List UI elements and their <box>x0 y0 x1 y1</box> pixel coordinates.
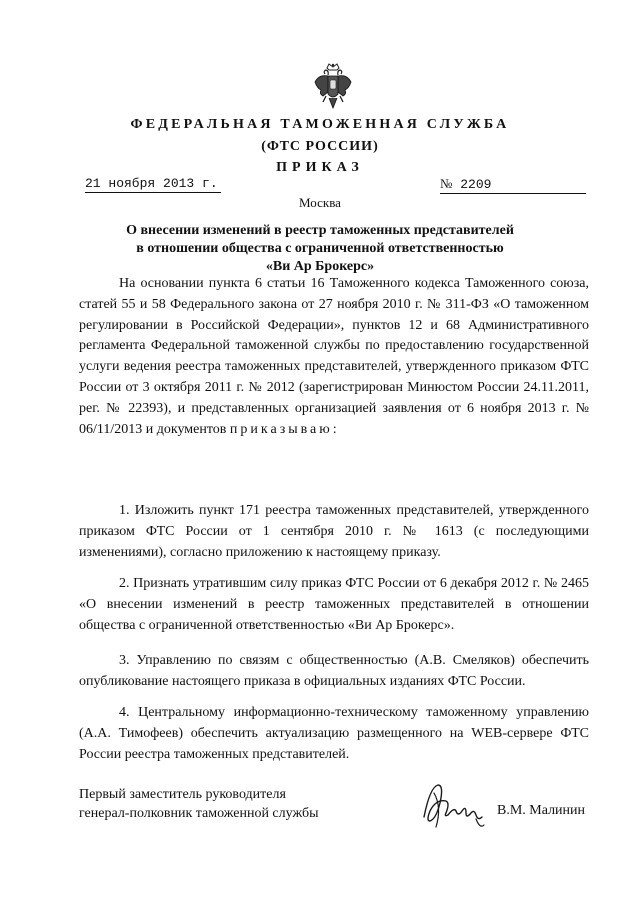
order-number-label: № <box>440 176 453 191</box>
signer-name: В.М. Малинин <box>497 803 586 818</box>
order-word: приказываю: <box>229 421 340 437</box>
order-item-text: 1. Изложить пункт 171 реестра таможенных представителей, утвержденного приказом ФТС России от 1 сентября 2010 г. № 1613 (с последующими изменениями), согласно приложению к настоящему приказу. <box>79 503 589 560</box>
order-item-text: 3. Управлению по связям с общественностью (А.В. Смеляков) обеспечить опубликование настоящего приказа в официальных изданиях ФТС России. <box>79 653 589 689</box>
agency-short-name: (ФТС РОССИИ) <box>261 139 379 154</box>
handwritten-signature-icon <box>416 777 496 837</box>
document-title <box>0 222 640 276</box>
order-item-2 <box>79 574 589 636</box>
order-number <box>440 176 586 194</box>
signatory-position-line: генерал-полковник таможенной службы <box>79 806 319 821</box>
order-item-1 <box>79 501 589 563</box>
signatory-position <box>79 785 318 823</box>
title-line: в отношении общества с ограниченной ответственностью <box>136 241 504 256</box>
signatory-position-line: Первый заместитель руководителя <box>79 787 286 802</box>
russian-coat-of-arms-icon <box>313 62 353 110</box>
order-item-3 <box>79 651 589 693</box>
city: Москва <box>299 195 341 210</box>
intro-text: На основании пункта 6 статьи 16 Таможенного кодекса Таможенного союза, статей 55 и 58 Федерального закона от 27 ноября 2010 г. № 311-ФЗ «О таможенном регулировании в Российской Федерации», пунктов 12 и 68 Административного регламента Федеральной таможенной службы по предоставлению государственной услуги ведения реестра таможенных представителей, утвержденного приказом ФТС России от 3 октября 2011 г. № 2012 (зарегистрирован Минюстом России 24.11.2011, рег. № 22393), и представленных организацией заявления от 6 ноября 2013 г. № 06/11/2013 и документов <box>79 276 589 437</box>
order-date: 21 ноября 2013 г. <box>85 176 221 193</box>
order-number-value: 2209 <box>460 177 492 192</box>
title-line: «Ви Ар Брокерс» <box>265 259 375 274</box>
intro-paragraph <box>79 274 589 440</box>
order-item-4 <box>79 703 589 765</box>
order-item-text: 4. Центральному информационно-техническому таможенному управлению (А.А. Тимофеев) обеспечить актуализацию размещенного на WEB-сервере ФТС России реестра таможенных представителей. <box>79 705 589 762</box>
document-type: ПРИКАЗ <box>276 160 364 175</box>
agency-name: ФЕДЕРАЛЬНАЯ ТАМОЖЕННАЯ СЛУЖБА <box>130 117 510 132</box>
title-line: О внесении изменений в реестр таможенных представителей <box>126 223 514 238</box>
order-item-text: 2. Признать утратившим силу приказ ФТС России от 6 декабря 2012 г. № 2465 «О внесении изменений в реестр таможенных представителей в отношении общества с ограниченной ответственностью «Ви Ар Брокерс». <box>79 576 589 633</box>
